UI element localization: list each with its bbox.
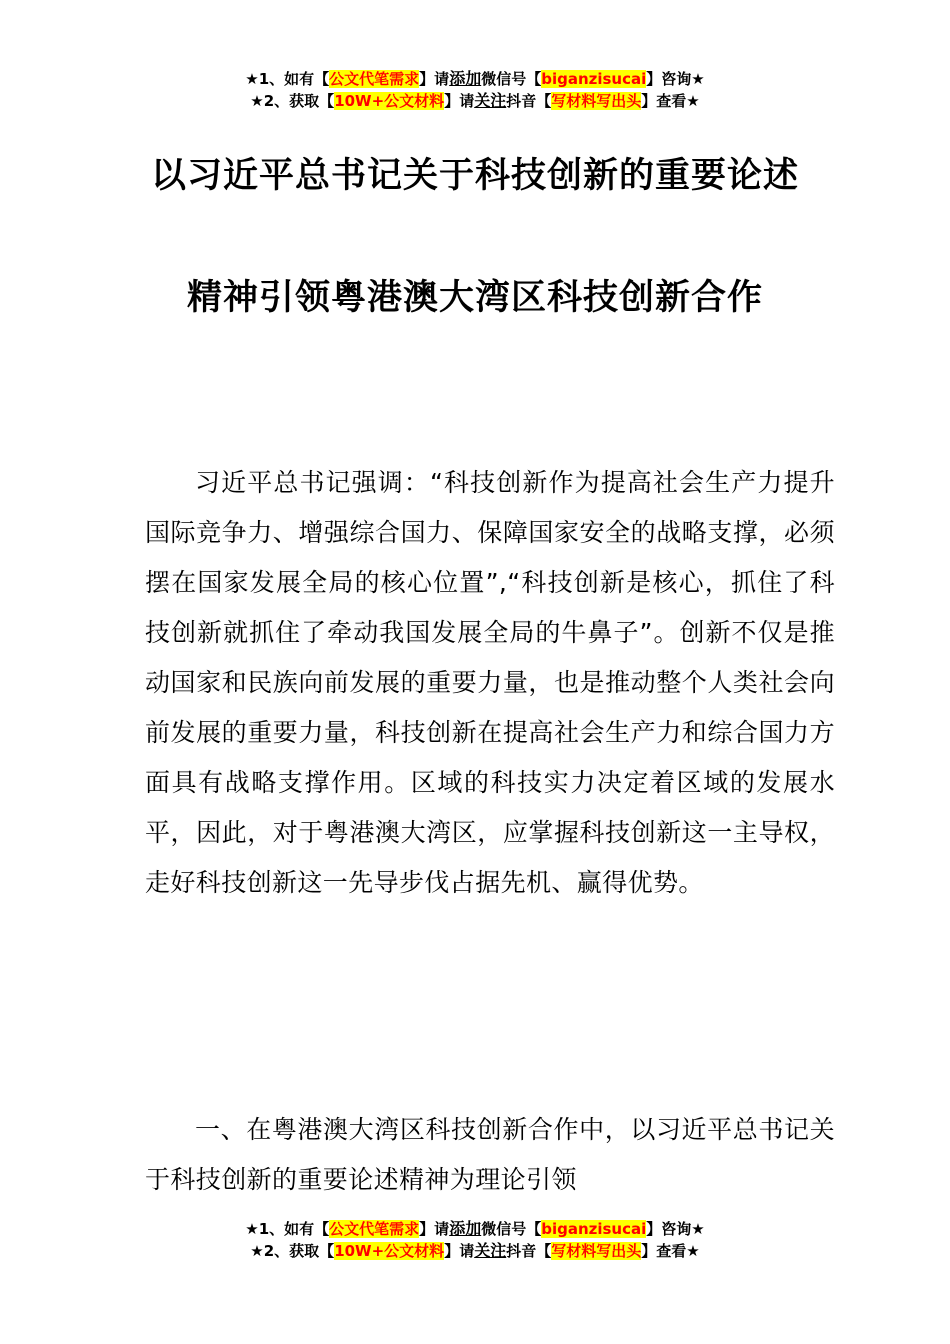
promo-text: 微信号【	[481, 1220, 542, 1238]
promo-highlight-ghostwriting: 公文代笔需求	[329, 70, 420, 88]
promo-underlined-follow: 关注	[474, 1241, 507, 1260]
promo-text: 】请	[444, 1242, 475, 1260]
promo-highlight-douyin: 写材料写出头	[551, 1242, 642, 1260]
promo-prefix: 2、获取【	[263, 1242, 335, 1260]
header-promo	[0, 68, 950, 112]
document-title-line-2: 精神引领粤港澳大湾区科技创新合作	[186, 278, 763, 318]
header-promo-line-2	[0, 90, 950, 112]
document-title-line-1: 以习近平总书记关于科技创新的重要论述	[150, 156, 799, 196]
body-paragraph: 习近平总书记强调：“科技创新作为提高社会生产力提升国际竞争力、增强综合国力、保障国家安全的战略支撑，必须摆在国家发展全局的核心位置”,“科技创新是核心，抓住了科技创新就抓住了牵动我国发展全局的牛鼻子”。创新不仅是推动国家和民族向前发展的重要力量，也是推动整个人类社会向前发展的重要力量，科技创新在提高社会生产力和综合国力方面具有战略支撑作用。区域的科技实力决定着区域的发展水平，因此，对于粤港澳大湾区，应掌握科技创新这一主导权，走好科技创新这一先导步伐占据先机、赢得优势。	[145, 468, 835, 897]
promo-text: 微信号【	[481, 70, 542, 88]
promo-suffix: 】查看★	[641, 1242, 700, 1260]
promo-highlight-wechat-id: biganzisucai	[541, 70, 647, 88]
star-icon: ★	[250, 1242, 264, 1260]
promo-underlined-add: 添加	[449, 1219, 482, 1238]
promo-suffix: 】查看★	[641, 92, 700, 110]
promo-suffix: 】咨询★	[646, 1220, 705, 1238]
promo-suffix: 】咨询★	[646, 70, 705, 88]
promo-highlight-douyin: 写材料写出头	[551, 92, 642, 110]
star-icon: ★	[245, 1220, 259, 1238]
promo-text: 】请	[419, 70, 450, 88]
promo-text: 】请	[419, 1220, 450, 1238]
promo-highlight-wechat-id: biganzisucai	[541, 1220, 647, 1238]
header-promo-line-1	[0, 68, 950, 90]
promo-underlined-add: 添加	[449, 69, 482, 88]
promo-prefix: 1、如有【	[258, 70, 330, 88]
promo-highlight-ghostwriting: 公文代笔需求	[329, 1220, 420, 1238]
footer-promo-line-2	[0, 1240, 950, 1262]
promo-underlined-follow: 关注	[474, 91, 507, 110]
promo-highlight-materials: 10W+公文材料	[334, 1242, 445, 1260]
promo-text: 抖音【	[506, 92, 552, 110]
star-icon: ★	[245, 70, 259, 88]
footer-promo-line-1	[0, 1218, 950, 1240]
promo-prefix: 1、如有【	[258, 1220, 330, 1238]
promo-highlight-materials: 10W+公文材料	[334, 92, 445, 110]
star-icon: ★	[250, 92, 264, 110]
promo-text: 抖音【	[506, 1242, 552, 1260]
section-heading: 一、在粤港澳大湾区科技创新合作中，以习近平总书记关于科技创新的重要论述精神为理论引领	[145, 1115, 835, 1194]
promo-prefix: 2、获取【	[263, 92, 335, 110]
promo-text: 】请	[444, 92, 475, 110]
footer-promo	[0, 1218, 950, 1262]
